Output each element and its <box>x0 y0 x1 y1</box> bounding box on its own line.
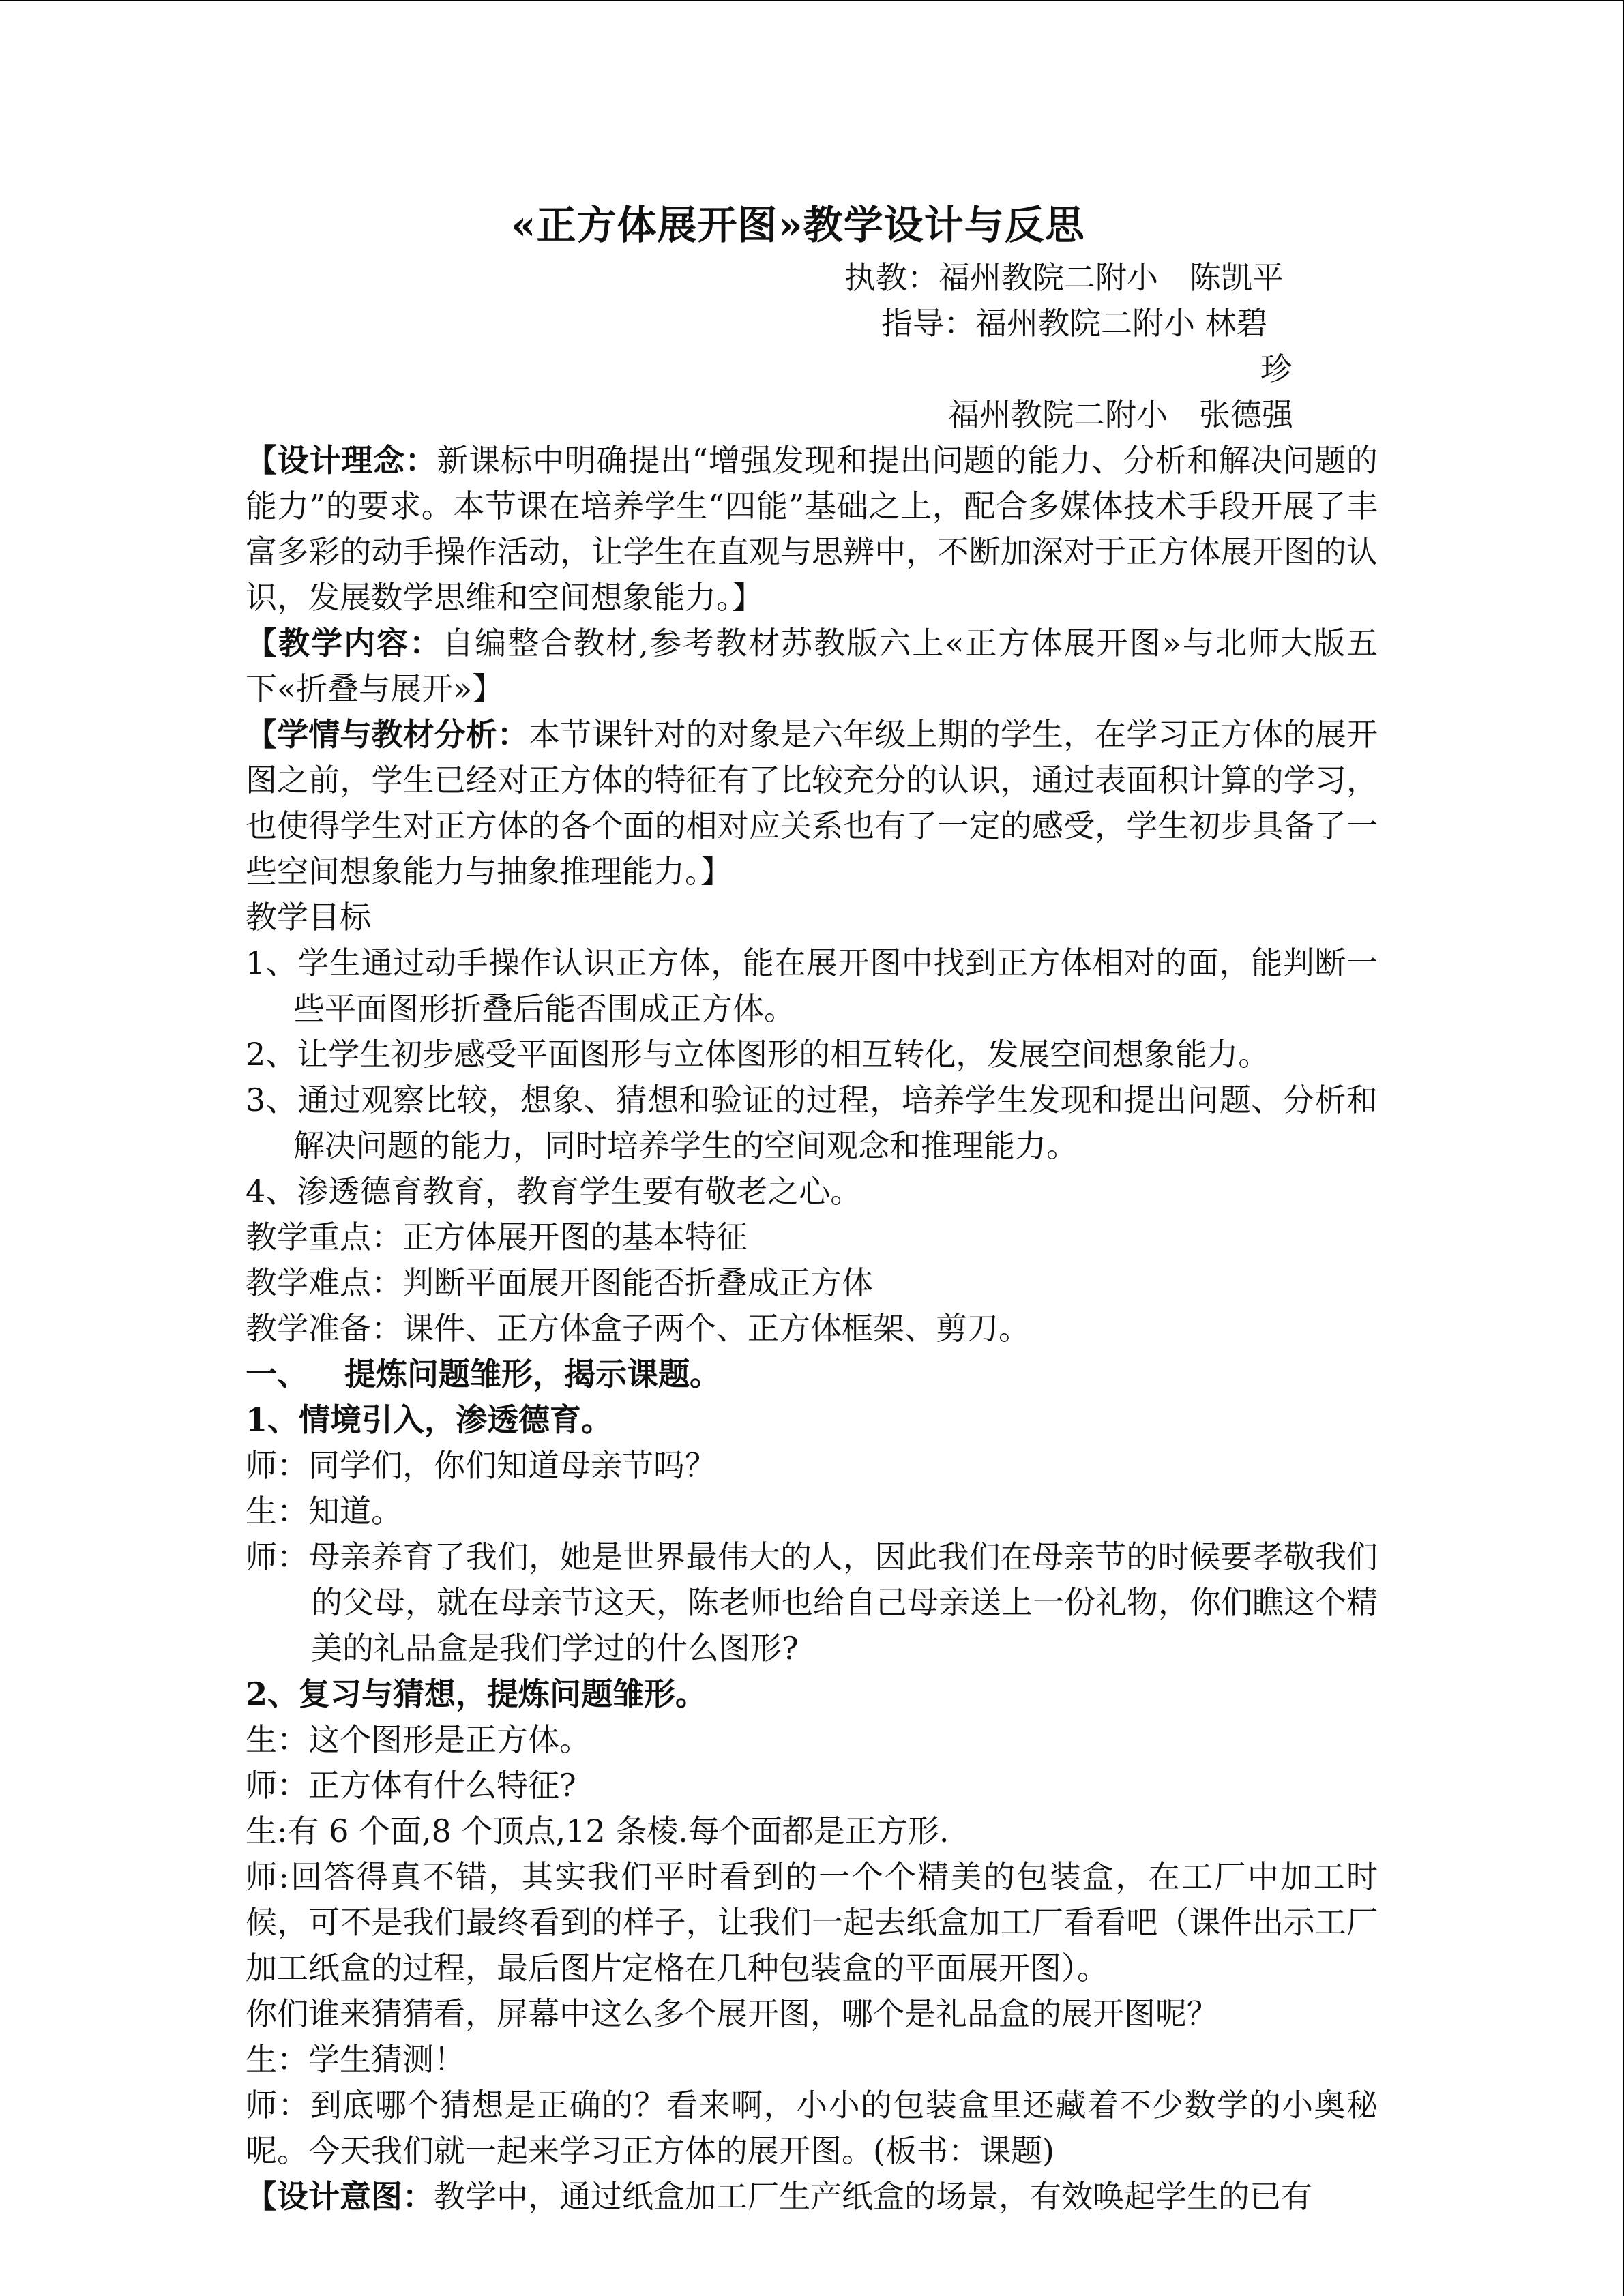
design-concept-paragraph <box>246 438 1378 621</box>
goal-item: 4、渗透德育教育，教育学生要有敬老之心。 <box>246 1173 862 1210</box>
goal-item: 3、通过观察比较，想象、猜想和验证的过程，培养学生发现和提出问题、分析和解决问题的能力，同时培养学生的空间观念和推理能力。 <box>246 1082 1378 1164</box>
advisor-credit-2: 福州教院二附小 张德强 <box>948 396 1293 433</box>
document-body <box>246 198 1378 2220</box>
analysis-label: 【学情与教材分析： <box>246 716 529 753</box>
teaching-content-text: 自编整合教材,参考教材苏教版六上«正方体展开图»与北师大版五下«折叠与展开»】 <box>246 625 1378 707</box>
dialog-line: 师：正方体有什么特征? <box>246 1767 576 1804</box>
goals-heading: 教学目标 <box>246 899 371 936</box>
byline-advisor1-cont <box>246 346 1378 392</box>
key-point: 教学重点：正方体展开图的基本特征 <box>246 1219 748 1255</box>
dialog-line: 师：母亲养育了我们，她是世界最伟大的人，因此我们在母亲节的时候要孝敬我们的父母，就在母亲节这天，陈老师也给自己母亲送上一份礼物，你们瞧这个精美的礼品盒是我们学过的什么图形? <box>246 1538 1378 1667</box>
dialog-line: 师：同学们，你们知道母亲节吗？ <box>246 1447 716 1484</box>
teaching-content-paragraph <box>246 621 1378 712</box>
advisor-credit-1-continued: 珍 <box>1260 351 1292 387</box>
goal-item: 2、让学生初步感受平面图形与立体图形的相互转化，发展空间想象能力。 <box>246 1036 1270 1073</box>
goal-item: 1、学生通过动手操作认识正方体，能在展开图中找到正方体相对的面，能判断一些平面图形折叠后能否围成正方体。 <box>246 944 1378 1027</box>
document-title: «正方体展开图»教学设计与反思 <box>511 202 1085 248</box>
design-concept-text: 新课标中明确提出“增强发现和提出问题的能力、分析和解决问题的能力”的要求。本节课在培养学生“四能”基础之上，配合多媒体技术手段开展了丰富多彩的动手操作活动，让学生在直观与思辨中，不断加深对于正方体展开图的认识，发展数学思维和空间想象能力。】 <box>246 442 1378 616</box>
teacher-credit: 执教：福州教院二附小 陈凯平 <box>844 259 1284 296</box>
byline-teacher <box>246 255 1378 301</box>
dialog-line: 生：知道。 <box>246 1493 402 1530</box>
teaching-content-label: 【教学内容： <box>246 625 443 661</box>
dialog-line: 师：到底哪个猜想是正确的？看来啊，小小的包装盒里还藏着不少数学的小奥秘呢。今天我们就一起来学习正方体的展开图。(板书：课题) <box>246 2087 1378 2169</box>
section-title: 提炼问题雏形，揭示课题。 <box>344 1356 721 1392</box>
design-concept-label: 【设计理念： <box>246 442 437 479</box>
section-number: 一、 <box>246 1356 308 1392</box>
design-intent-text: 教学中，通过纸盒加工厂生产纸盒的场景，有效唤起学生的已有 <box>434 2178 1312 2215</box>
dialog-line: 生：学生猜测！ <box>246 2041 465 2078</box>
dialog-line: 生：这个图形是正方体。 <box>246 1721 591 1758</box>
byline-advisor1 <box>246 301 1378 346</box>
design-intent-label: 【设计意图： <box>246 2178 434 2215</box>
section-heading-1 <box>246 1352 1378 1397</box>
preparation: 教学准备：课件、正方体盒子两个、正方体框架、剪刀。 <box>246 1310 1030 1347</box>
difficulty: 教学难点：判断平面展开图能否折叠成正方体 <box>246 1264 873 1301</box>
dialog-line: 你们谁来猜猜看，屏幕中这么多个展开图，哪个是礼品盒的展开图呢？ <box>246 1995 1218 2032</box>
dialog-line: 师:回答得真不错，其实我们平时看到的一个个精美的包装盒，在工厂中加工时候，可不是我们最终看到的样子，让我们一起去纸盒加工厂看看吧（课件出示工厂加工纸盒的过程，最后图片定格在几种包装盒的平面展开图）。 <box>246 1858 1378 1986</box>
subsection-heading-2: 2、复习与猜想，提炼问题雏形。 <box>246 1675 707 1712</box>
subsection-heading-1: 1、情境引入，渗透德育。 <box>246 1401 613 1438</box>
analysis-paragraph <box>246 712 1378 895</box>
dialog-line: 生:有 6 个面,8 个顶点,12 条棱.每个面都是正方形. <box>246 1813 949 1849</box>
analysis-text: 本节课针对的对象是六年级上期的学生，在学习正方体的展开图之前，学生已经对正方体的特征有了比较充分的认识，通过表面积计算的学习，也使得学生对正方体的各个面的相对应关系也有了一定的感受，学生初步具备了一些空间想象能力与抽象推理能力。】 <box>246 716 1378 890</box>
design-intent-paragraph <box>246 2174 1378 2220</box>
byline-advisor2 <box>246 392 1378 438</box>
advisor-credit-1: 指导：福州教院二附小 林碧 <box>881 305 1268 342</box>
